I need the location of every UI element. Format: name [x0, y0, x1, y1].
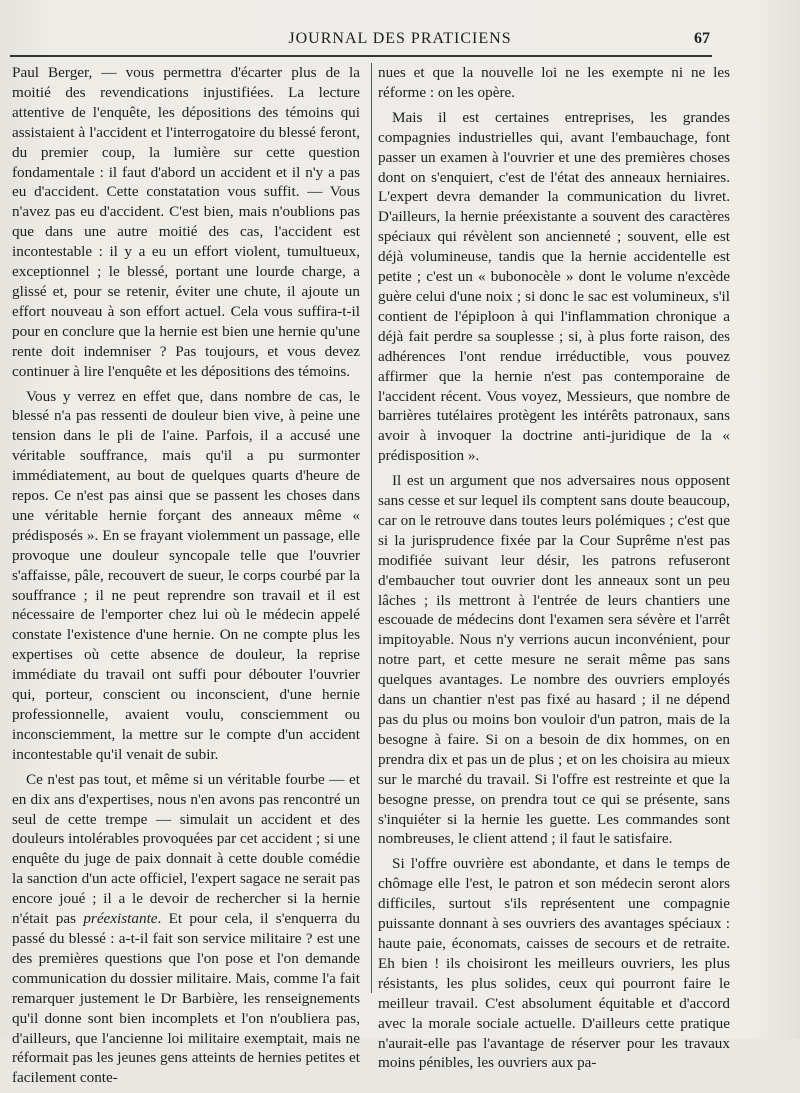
paragraph: Il est un argument que nos adversaires nous opposent sans cesse et sur lequel ils comptent sans doute beaucoup, car on le retrouve dans toutes leurs polémiques ; c'est que si la jurisprudence fixée par la Cour Suprême n'est pas modifiée suivant leur désir, les patrons refuseront d'embaucher tout ouvrier dont les anneaux sont un peu lâches ; ils mettront à l'entrée de leurs chantiers une escouade de médecins dont l'examen sera sévère et l'arrêt impitoyable. Nous n'y verrions aucun inconvénient, pour notre part, et cette mesure ne serait même pas sans quelques avantages. Le nombre des ouvriers employés dans un chantier n'est pas fixé au hasard ; il ne dépend pas du plus ou moins bon vouloir d'un patron, mais de la besogne à faire. Si on a besoin de dix hommes, on en prendra dix et pas un de plus ; et on les choisira au mieux sur le marché du travail. Si l'offre est restreinte et que la besogne presse, on prendra tout ce qui se présente, sans s'inquiéter si la hernie les guette. Les commandes sont nombreuses, le client attend ; il faut le satisfaire. — [378, 472, 730, 848]
running-title: JOURNAL DES PRATICIENS — [288, 30, 512, 47]
paragraph: Si l'offre ouvrière est abondante, et dans le temps de chômage elle l'est, le patron et son médecin seront alors difficiles, surtout s'ils représentent une compagnie puissante donnant à ses ouvriers des avantages spéciaux : haute paie, économats, caisses de secours et de retraite. Eh bien ! ils choisiront les meilleurs ouvriers, les plus résistants, les plus solides, ceux qui pourront faire le meilleur travail. C'est absolument équitable et d'accord avec la morale sociale actuelle. D'ailleurs cette pratique n'aurait-elle pas l'avantage de réserver pour les travaux moins pénibles, les ouvriers aux pa- — [378, 855, 730, 1072]
right-column — [378, 63, 730, 1078]
paragraph — [12, 770, 360, 1089]
italic-term: préexistante — [83, 910, 158, 928]
paragraph-text: . Et pour cela, il s'enquerra du passé du blessé : a-t-il fait son service militaire ? est une des premières questions que l'on pose et l'on demande communication du dossier militaire. Mais, comme l'a fait remarquer justement le Dr Barbière, les renseignements qu'il donne sont bien incomplets et l'on n'oubliera pas, d'ailleurs, que l'ancienne loi militaire exemptait, mais ne réformait pas les jeunes gens atteints de hernies petites et facilement conte- — [12, 910, 361, 1087]
header-rule — [10, 55, 712, 57]
paragraph: Paul Berger, — vous permettra d'écarter plus de la moitié des revendications injustifiées. La lecture attentive de l'enquête, les dépositions des témoins qui assistaient à l'accident et l'interrogatoire du blessé feront, du premier coup, la lumière sur cette question fondamentale : il faut d'abord un accident et il n'y a pas eu d'accident. Cette constatation vous suffit. — Vous n'avez pas eu d'accident. C'est bien, mais n'oublions pas que dans une autre moitié des cas, l'accident est incontestable : il y a eu un effort violent, tumultueux, exceptionnel ; le blessé, portant une lourde charge, a glissé et, pour se retenir, éviter une chute, il ajoute un effort nouveau à son effort actuel. Cela vous suffira-t-il pour en conclure que la hernie est bien une hernie qu'une rente doit indemniser ? Pas toujours, et vous devez continuer à lire l'enquête et les dépositions des témoins. — [12, 64, 360, 380]
paragraph: nues et que la nouvelle loi ne les exempte ni ne les réforme : on les opère. — [378, 64, 730, 101]
page-header — [0, 22, 800, 52]
page-number: 67 — [694, 30, 710, 47]
paragraph-text: Ce n'est pas tout, et même si un véritable fourbe — et en dix ans d'expertises, nous n'en avons pas rencontré un seul de cette trempe — simulait un accident et des douleurs intolérables provoquées par cet accident ; si une enquête du juge de paix donnait à cette double comédie la sanction d'un acte officiel, l'expert sagace ne serait pas encore joué ; il a le devoir de rechercher si la hernie n'était pas — [12, 770, 360, 928]
paragraph: Vous y verrez en effet que, dans nombre de cas, le blessé n'a pas ressenti de douleur bien vive, à peine une tension dans le pli de l'aine. Parfois, il a accusé une véritable souffrance, mais qu'il a pu surmonter immédiatement, au bout de quelques quarts d'heure de repos. Ce n'est pas ainsi que se passent les choses dans une véritable hernie forçant des anneaux même « prédisposés ». En se frayant violemment un passage, elle provoque une douleur syncopale telle que l'ouvrier s'affaisse, pâle, recouvert de sueur, le corps courbé par la souffrance ; il ne peut reprendre son travail et il est nécessaire de l'emporter chez lui où le médecin appelé constate l'existence d'une hernie. On ne compte plus les expertises où cette absence de douleur, la reprise immédiate du travail ont suffi pour débouter l'ouvrier qui, porteur, conscient ou inconscient, d'une hernie professionnelle, avaient voulu, consciemment ou inconsciemment, la mettre sur le compte d'un accident incontestable qu'il venait de subir. — [12, 387, 360, 763]
left-column — [12, 63, 360, 1093]
paragraph: Mais il est certaines entreprises, les grandes compagnies industrielles qui, avant l'embauchage, font passer un examen à l'ouvrier et une des premières choses dont on s'enquiert, c'est de l'état des anneaux herniaires. L'expert devra demander la communication du livret. D'ailleurs, la hernie préexistante a souvent des caractères spéciaux qui révèlent son ancienneté ; souvent, elle est déjà volumineuse, tandis que la hernie accidentelle est petite ; c'est un « bubonocèle » dont le volume n'excède guère celui d'une noix ; si donc le sac est volumineux, s'il contient de l'épiploon à qui l'inflammation chronique a déjà fait perdre sa souplesse ; si, à plus forte raison, des adhérences l'ont rendue irréductible, vous pouvez affirmer que la hernie n'est pas contemporaine de l'accident récent. Vous voyez, Messieurs, que nombre de barrières tutélaires protègent les intérêts patronaux, sans avoir à invoquer la doctrine anti-juridique de la « prédisposition ». — [378, 108, 730, 465]
column-divider — [371, 63, 372, 993]
